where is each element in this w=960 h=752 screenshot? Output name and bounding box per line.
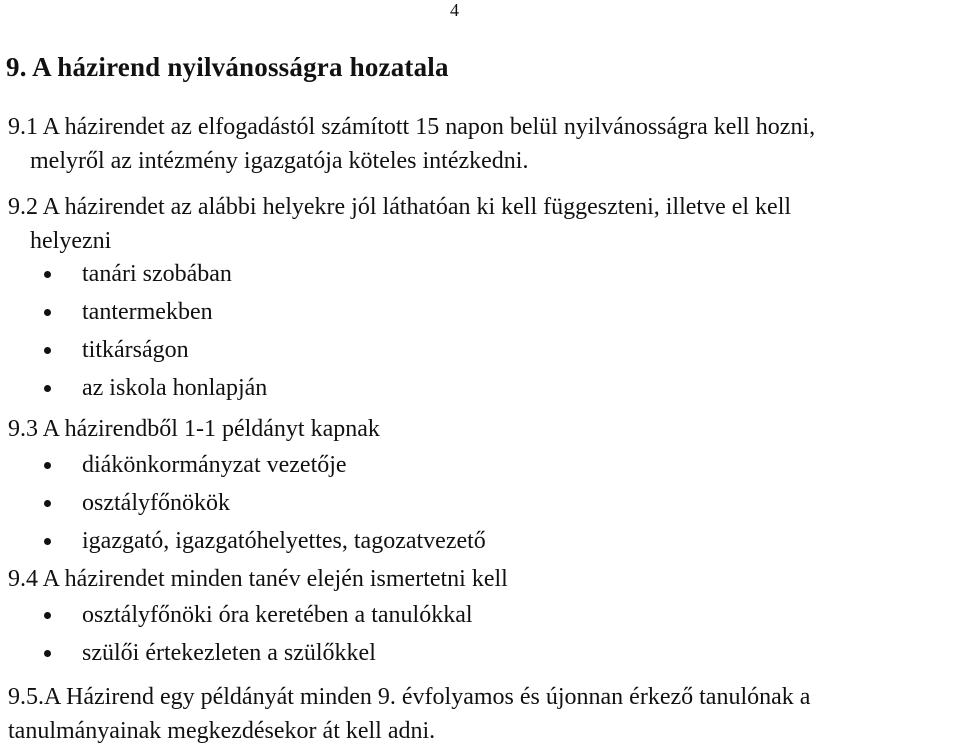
paragraph-9-5-line-2: tanulmányainak megkezdésekor át kell adni. xyxy=(8,718,436,744)
paragraph-9-2-line-2: helyezni xyxy=(30,228,112,254)
list-item: igazgató, igazgatóhelyettes, tagozatvezető xyxy=(44,522,486,560)
paragraph-9-3 xyxy=(8,412,380,446)
list-item: az iskola honlapján xyxy=(44,369,267,407)
list-item: titkárságon xyxy=(44,331,267,369)
bullet-icon xyxy=(44,500,51,507)
bullet-icon xyxy=(44,347,51,354)
bullet-icon xyxy=(44,612,51,619)
paragraph-9-1 xyxy=(8,110,958,178)
bullet-icon xyxy=(44,309,51,316)
list-9-2 xyxy=(44,255,267,407)
list-item: diákönkormányzat vezetője xyxy=(44,446,486,484)
list-9-3 xyxy=(44,446,486,560)
bullet-icon xyxy=(44,385,51,392)
section-heading: 9. A házirend nyilvánosságra hozatala xyxy=(6,52,449,82)
list-item: osztályfőnöki óra keretében a tanulókkal xyxy=(44,596,473,634)
paragraph-9-4-line-1: 9.4 A házirendet minden tanév elején ismertetni kell xyxy=(8,566,508,592)
page-number: 4 xyxy=(450,0,459,20)
list-item: tanári szobában xyxy=(44,255,267,293)
paragraph-9-5-line-1: 9.5.A Házirend egy példányát minden 9. évfolyamos és újonnan érkező tanulónak a xyxy=(8,684,811,710)
paragraph-9-5 xyxy=(8,680,960,748)
list-item: szülői értekezleten a szülőkkel xyxy=(44,634,473,672)
paragraph-9-1-line-1: 9.1 A házirendet az elfogadástól számított 15 napon belül nyilvánosságra kell hozni, xyxy=(8,114,816,140)
paragraph-9-3-line-1: 9.3 A házirendből 1-1 példányt kapnak xyxy=(8,416,380,442)
bullet-icon xyxy=(44,538,51,545)
list-item: tantermekben xyxy=(44,293,267,331)
paragraph-9-2-line-1: 9.2 A házirendet az alábbi helyekre jól láthatóan ki kell függeszteni, illetve el kell xyxy=(8,194,792,220)
bullet-icon xyxy=(44,271,51,278)
bullet-icon xyxy=(44,650,51,657)
paragraph-9-4 xyxy=(8,562,508,596)
list-item: osztályfőnökök xyxy=(44,484,486,522)
list-9-4 xyxy=(44,596,473,672)
paragraph-9-2 xyxy=(8,190,958,258)
bullet-icon xyxy=(44,462,51,469)
paragraph-9-1-line-2: melyről az intézmény igazgatója köteles intézkedni. xyxy=(30,148,529,174)
